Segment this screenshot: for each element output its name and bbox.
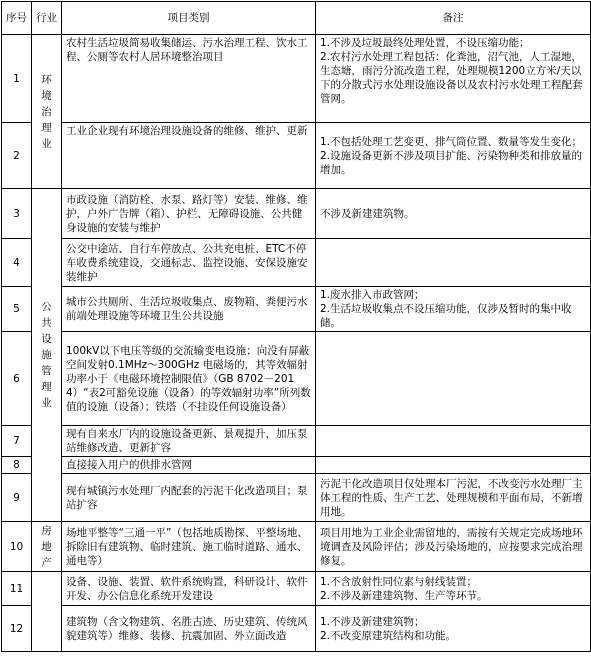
industry-cell xyxy=(32,522,62,572)
industry-cell xyxy=(32,189,62,522)
table-row xyxy=(2,572,591,606)
table-row xyxy=(2,332,591,426)
table-row xyxy=(2,287,591,332)
row-no: 1 xyxy=(2,35,32,123)
industry-env: 环境治理业 xyxy=(41,73,52,150)
remark-cell xyxy=(316,239,591,287)
category-cell: 直接接入用户的供排水管网 xyxy=(62,457,316,474)
category-cell: 100kV以下电压等级的交流输变电设施；向没有屏蔽空间发射0.1MHz～300GHz 电磁场的，其等效辐射功率小于《电磁环境控制限值》（GB 8702－2014）“表2可豁免设施（设备）的等效辐射功率”所列数值的设施（设备）；铁塔（不挂设任何设施设备） xyxy=(62,332,316,426)
header-category: 项目类别 xyxy=(62,2,316,35)
table-header-row xyxy=(2,2,591,35)
remark-cell: 污泥干化改造项目仅处理本厂污泥，不改变污水处理厂主体工程的性质、生产工艺、处理规模和平面布局，不新增用地。 xyxy=(316,474,591,522)
table-row xyxy=(2,189,591,239)
remark-cell: 1.废水排入市政管网； 2.生活垃圾收集点不设压缩功能，仅涉及暂时的集中收储。 xyxy=(316,287,591,332)
row-no: 4 xyxy=(2,239,32,287)
row-no: 6 xyxy=(2,332,32,426)
row-no: 5 xyxy=(2,287,32,332)
category-cell: 现有自来水厂内的设施设备更新、景观提升，加压泵站维修改造、更新扩容 xyxy=(62,426,316,457)
table-row xyxy=(2,457,591,474)
remark-cell: 1.不涉及垃圾最终处理处置，不设压缩功能； 2.农村污水处理工程包括：化粪池，沼气池，人工湿地，生态塘，雨污分流改造工程，处理规模1200立方米/天以下的分散式污水处理设施设备以及农村污水处理工程配套管网。 xyxy=(316,35,591,123)
industry-public: 公共设施管理业 xyxy=(41,301,52,409)
table-row xyxy=(2,35,591,123)
category-cell: 城市公共厕所、生活垃圾收集点、废物箱、粪便污水前端处理设施等环境卫生公共设施 xyxy=(62,287,316,332)
table-row xyxy=(2,239,591,287)
row-no: 9 xyxy=(2,474,32,522)
category-cell: 农村生活垃圾简易收集储运、污水治理工程、饮水工程、公厕等农村人居环境整治项目 xyxy=(62,35,316,123)
remark-cell: 1.不涉及新建建筑物； 2.不改变原建筑结构和功能。 xyxy=(316,606,591,652)
category-cell: 工业企业现有环境治理设施设备的维修、维护、更新 xyxy=(62,123,316,189)
remark-cell xyxy=(316,457,591,474)
remark-cell xyxy=(316,332,591,426)
row-no: 2 xyxy=(2,123,32,189)
row-no: 8 xyxy=(2,457,32,474)
table-row xyxy=(2,606,591,652)
category-cell: 场地平整等“三通一平”（包括地质勘探、平整场地、拆除旧有建筑物、临时建筑、施工临时道路、通水、通电等） xyxy=(62,522,316,572)
row-no: 3 xyxy=(2,189,32,239)
header-no: 序号 xyxy=(2,2,32,35)
row-no: 10 xyxy=(2,522,32,572)
table-row xyxy=(2,474,591,522)
remark-cell: 1.不包括处理工艺变更、排气筒位置、数量等发生变化； 2.设施设备更新不涉及项目扩能、污染物种类和排放量的增加。 xyxy=(316,123,591,189)
remark-cell xyxy=(316,426,591,457)
industry-cell xyxy=(32,572,62,652)
industry-realestate: 房地产 xyxy=(41,524,52,569)
row-no: 11 xyxy=(2,572,32,606)
industry-cell xyxy=(32,35,62,189)
row-no: 7 xyxy=(2,426,32,457)
category-cell: 建筑物（含文物建筑、名胜古迹、历史建筑、传统风貌建筑等）维修、装修、抗震加固、外立面改造 xyxy=(62,606,316,652)
remark-cell: 项目用地为工业企业需留地的，需按有关规定完成场地环境调查及风险评估；涉及污染场地的，应按要求完成治理修复。 xyxy=(316,522,591,572)
category-cell: 现有城镇污水处理厂内配套的污泥干化改造项目；泵站扩容 xyxy=(62,474,316,522)
remark-cell: 1.不含放射性同位素与射线装置； 2.不涉及新建建筑物、生产等环节。 xyxy=(316,572,591,606)
table-row xyxy=(2,522,591,572)
project-category-table xyxy=(1,1,591,652)
category-cell: 公交中途站、自行车停放点、公共充电桩、ETC不停车收费系统建设，交通标志、监控设施、安保设施安装维护 xyxy=(62,239,316,287)
row-no: 12 xyxy=(2,606,32,652)
table-row xyxy=(2,426,591,457)
header-industry: 行业 xyxy=(32,2,62,35)
header-remark: 备注 xyxy=(316,2,591,35)
category-cell: 设备、设施、装置、软件系统购置，科研设计、软件开发、办公信息化系统开发建设 xyxy=(62,572,316,606)
table-row xyxy=(2,123,591,189)
remark-cell: 不涉及新建建筑物。 xyxy=(316,189,591,239)
category-cell: 市政设施（消防栓、水泵、路灯等）安装、维修、维护，户外广告牌（箱）、护栏、无障碍设施、公共健身设施的安装与维护 xyxy=(62,189,316,239)
